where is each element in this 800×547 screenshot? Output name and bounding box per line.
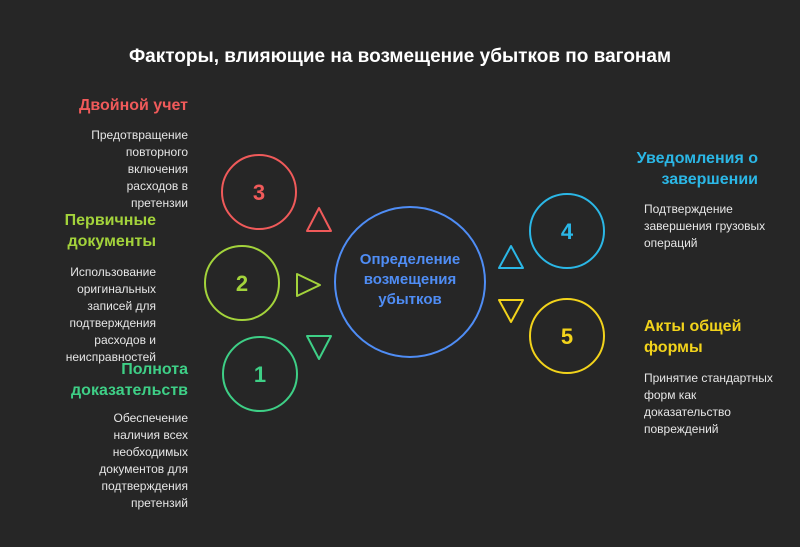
triangle-up-cyan-icon	[499, 246, 523, 268]
triangle-down-yellow-icon	[499, 300, 523, 322]
triangle-down-mint-icon	[307, 336, 331, 359]
triangle-up-red-icon	[307, 208, 331, 231]
factor-heading-3: Двойной учет	[78, 97, 188, 114]
factor-description-2: Использование оригинальных записей для подтверждения расходов и неисправностей	[65, 265, 156, 364]
factor-number-1: 1	[253, 362, 267, 387]
factor-heading-2: Первичные документы	[64, 212, 156, 250]
factor-number-3: 3	[252, 180, 266, 205]
factor-description-4: Подтверждение завершения грузовых операций	[644, 202, 766, 250]
center-label: Определение возмещения убытков	[359, 251, 461, 308]
factor-number-2: 2	[235, 271, 249, 296]
factor-heading-1: Полнота доказательств	[71, 361, 188, 399]
factor-heading-5: Акты общей формы	[644, 318, 742, 356]
factor-heading-4: Уведомления о завершении	[636, 150, 758, 188]
factor-description-3: Предотвращение повторного включения расходов в претензии	[91, 128, 188, 210]
triangle-right-green-icon	[297, 274, 320, 296]
factor-description-1: Обеспечение наличия всех необходимых документов для подтверждения претензий	[99, 411, 188, 510]
factor-number-5: 5	[560, 324, 574, 349]
diagram-title: Факторы, влияющие на возмещение убытков по вагонам	[128, 46, 672, 67]
factor-description-5: Принятие стандартных форм как доказательство повреждений	[644, 371, 773, 436]
factor-number-4: 4	[560, 219, 574, 244]
